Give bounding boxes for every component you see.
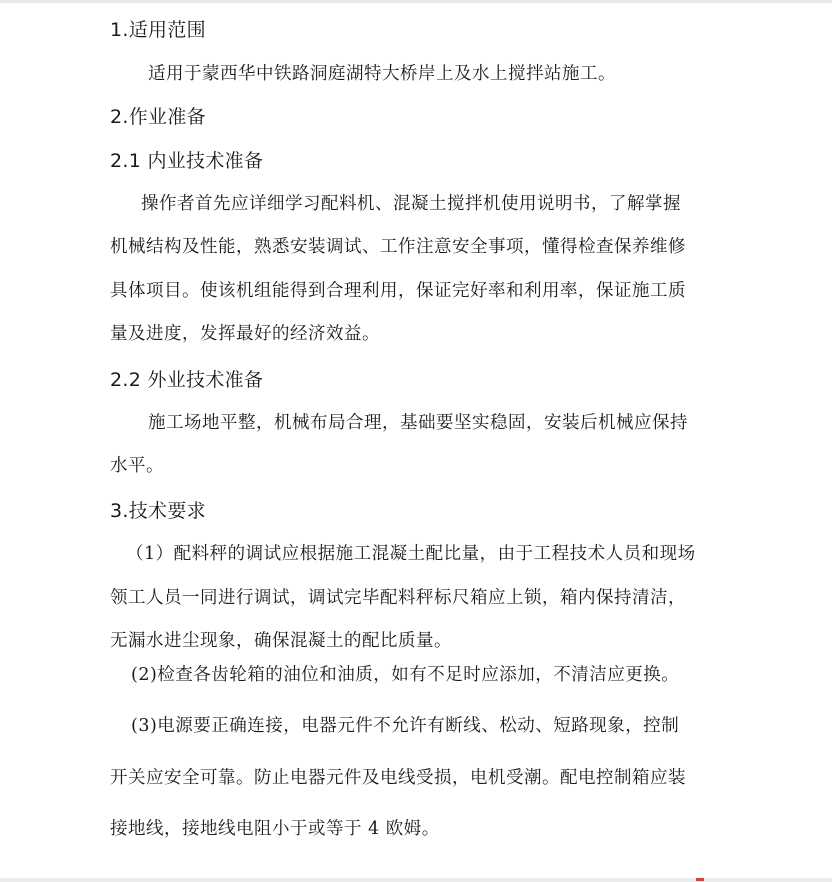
red-mark bbox=[696, 878, 704, 881]
section-3-heading: 3.技术要求 bbox=[110, 500, 206, 522]
item-3-line: 接地线，接地线电阻小于或等于 4 欧姆。 bbox=[110, 819, 440, 839]
section-2-heading: 2.作业准备 bbox=[110, 106, 206, 128]
section-2-2-line: 施工场地平整，机械布局合理，基础要坚实稳固，安装后机械应保持 bbox=[148, 413, 688, 433]
item-1-line: 无漏水进尘现象，确保混凝土的配比质量。 bbox=[110, 631, 452, 651]
section-2-1-line: 具体项目。使该机组能得到合理利用，保证完好率和利用率，保证施工质 bbox=[110, 281, 686, 301]
item-1-line: 领工人员一同进行调试，调试完毕配料秤标尺箱应上锁，箱内保持清洁， bbox=[110, 588, 686, 608]
section-2-1-line: 操作者首先应详细学习配料机、混凝土搅拌机使用说明书，了解掌握 bbox=[141, 194, 681, 214]
section-1-heading: 1.适用范围 bbox=[110, 19, 206, 41]
bottom-border bbox=[0, 878, 832, 882]
item-3-line: (3)电源要正确连接，电器元件不允许有断线、松动、短路现象，控制 bbox=[131, 716, 680, 736]
section-2-2-line: 水平。 bbox=[110, 456, 164, 476]
section-2-1-line: 机械结构及性能，熟悉安装调试、工作注意安全事项，懂得检查保养维修 bbox=[110, 237, 686, 257]
section-2-1-line: 量及进度，发挥最好的经济效益。 bbox=[110, 324, 380, 344]
section-2-1-heading: 2.1 内业技术准备 bbox=[110, 150, 264, 172]
section-1-body: 适用于蒙西华中铁路洞庭湖特大桥岸上及水上搅拌站施工。 bbox=[148, 64, 616, 84]
section-2-2-heading: 2.2 外业技术准备 bbox=[110, 369, 264, 391]
item-1-line: （1）配料秤的调试应根据施工混凝土配比量，由于工程技术人员和现场 bbox=[126, 544, 696, 564]
item-3-line: 开关应安全可靠。防止电器元件及电线受损，电机受潮。配电控制箱应装 bbox=[110, 768, 686, 788]
item-2-line: (2)检查各齿轮箱的油位和油质，如有不足时应添加，不清洁应更换。 bbox=[131, 665, 680, 685]
